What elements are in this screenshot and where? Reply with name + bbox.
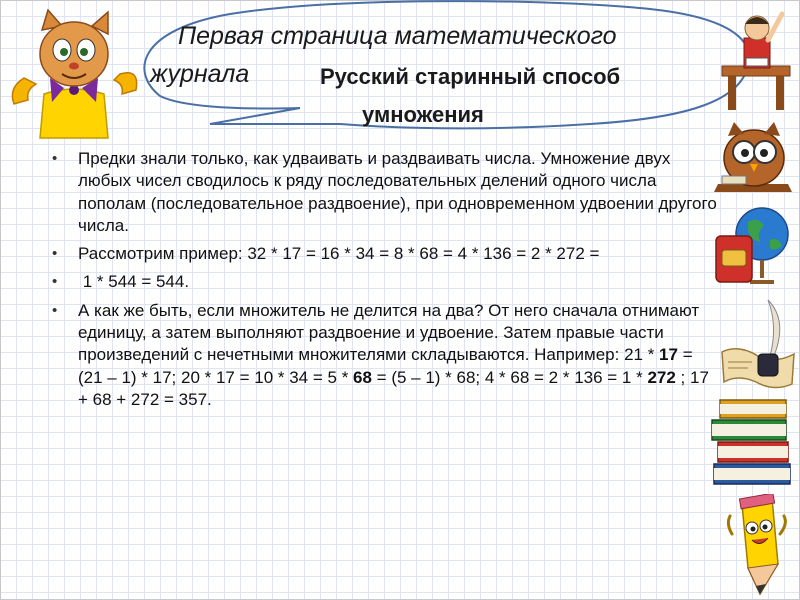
bullet-text — [78, 300, 717, 411]
bullet-text: Предки знали только, как удваивать и раздваивать числа. Умножение двух любых чисел сводилось к ряду последовательных делений одного числа пополам (последовательное раздвоение), при одновременном удвоении другого числа. — [78, 149, 717, 235]
inkwell-and-scroll-icon — [718, 296, 798, 392]
bullet-item — [52, 148, 717, 237]
bold-number: 272 — [647, 367, 676, 387]
slide-content — [52, 148, 717, 417]
bullet-item — [52, 243, 717, 265]
bullet-text: Рассмотрим пример: 32 * 17 = 16 * 34 = 8 * 68 = 4 * 136 = 2 * 272 = — [78, 244, 600, 264]
bullet-item — [52, 300, 717, 411]
book-stack-icon — [708, 398, 796, 490]
cartoon-cat-icon — [4, 8, 144, 140]
title-line-2: журнала — [150, 60, 250, 88]
title-bold-line-1: Русский старинный способ — [320, 64, 621, 89]
text-segment: ; 17 + 68 + 272 = 357. — [78, 367, 709, 409]
bullet-marker: • — [52, 245, 58, 263]
bullet-marker: • — [52, 273, 58, 291]
bold-number: 17 — [659, 345, 678, 365]
globe-and-backpack-icon — [712, 202, 796, 290]
title-bold-line-2: умножения — [362, 102, 484, 127]
page-title — [140, 18, 740, 128]
title-line-1: Первая страница математического — [178, 22, 617, 50]
text-segment: = (21 – 1) * 17; 20 * 17 = 10 * 34 = 5 * — [78, 345, 693, 387]
boy-at-desk-icon — [716, 4, 796, 114]
bullet-item — [52, 271, 717, 293]
bullet-marker: • — [52, 301, 58, 319]
text-segment: = (5 – 1) * 68; 4 * 68 = 2 * 136 = 1 * — [371, 367, 648, 387]
owl-with-glasses-icon — [710, 118, 796, 196]
bullet-marker: • — [52, 150, 58, 167]
bullet-text: 1 * 544 = 544. — [78, 272, 190, 292]
bold-number: 68 — [353, 367, 372, 387]
text-segment: А как же быть, если множитель не делится на два? От него сначала отнимают единицу, а затем выполняют раздвоение и удвоение. Затем правые части произведений с нечетными множителями складываются. Например: 21 * — [78, 300, 700, 365]
pencil-character-icon — [722, 494, 792, 598]
